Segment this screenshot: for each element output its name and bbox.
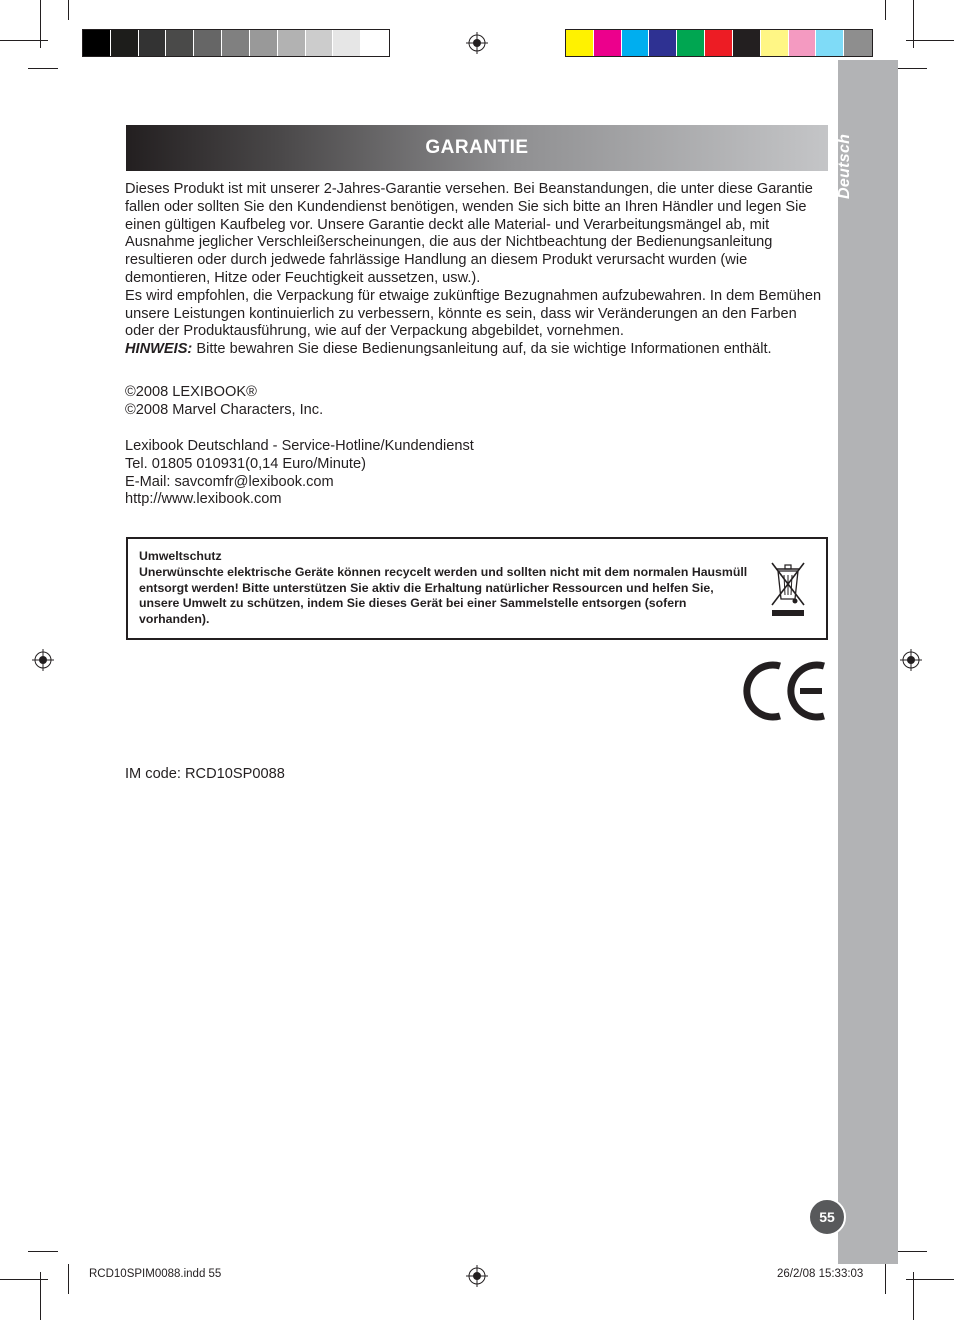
color-swatch: [250, 30, 278, 56]
copyright-block: [125, 384, 323, 420]
registration-mark-icon: [466, 32, 488, 54]
contact-phone: Tel. 01805 010931(0,14 Euro/Minute): [125, 455, 366, 472]
hinweis-text: Bitte bewahren Sie diese Bedienungsanleitung auf, da sie wichtige Informationen enthält.: [192, 341, 772, 358]
language-side-tab: [838, 60, 898, 1264]
registration-mark-icon: [900, 649, 922, 671]
color-swatch: [83, 30, 111, 56]
crop-mark: [68, 0, 69, 20]
environment-notice-text: [139, 549, 751, 628]
color-swatch: [761, 30, 789, 56]
color-swatch: [222, 30, 250, 56]
language-label: Deutsch: [836, 133, 853, 199]
ce-mark-icon: [740, 660, 828, 722]
color-swatch: [649, 30, 677, 56]
color-swatch: [789, 30, 817, 56]
crop-mark: [906, 1279, 954, 1280]
contact-block: [125, 438, 474, 509]
crop-mark: [28, 1251, 58, 1252]
color-swatch: [278, 30, 306, 56]
color-swatch: [194, 30, 222, 56]
color-swatch: [677, 30, 705, 56]
footer-datetime: 26/2/08 15:33:03: [777, 1268, 864, 1280]
contact-company: Lexibook Deutschland - Service-Hotline/Kundendienst: [125, 438, 474, 454]
copyright-line: ©2008 LEXIBOOK®: [125, 384, 257, 400]
color-swatch: [306, 30, 334, 56]
crop-mark: [897, 68, 927, 69]
environment-notice-box: [126, 537, 828, 640]
color-swatch: [139, 30, 167, 56]
color-swatch: [594, 30, 622, 56]
color-swatch: [733, 30, 761, 56]
copyright-line: ©2008 Marvel Characters, Inc.: [125, 401, 324, 418]
warranty-text: [125, 181, 825, 359]
hinweis-label: HINWEIS:: [125, 341, 193, 358]
crop-mark: [906, 40, 954, 41]
registration-mark-icon: [466, 1265, 488, 1287]
color-swatch: [166, 30, 194, 56]
color-swatch: [622, 30, 650, 56]
crop-mark: [885, 0, 886, 20]
color-swatch: [566, 30, 594, 56]
color-swatch: [333, 30, 361, 56]
crop-mark: [28, 68, 58, 69]
crop-mark: [0, 40, 48, 41]
contact-email: E-Mail: savcomfr@lexibook.com: [125, 473, 334, 490]
footer-file-name: RCD10SPIM0088.indd 55: [89, 1268, 222, 1280]
section-title: GARANTIE: [425, 137, 529, 158]
im-code: IM code: RCD10SP0088: [125, 766, 285, 782]
registration-mark-icon: [32, 649, 54, 671]
color-swatch: [844, 30, 872, 56]
color-swatch: [705, 30, 733, 56]
environment-notice-body: Unerwünschte elektrische Geräte können recycelt werden und sollten nicht mit dem normalen Hausmüll entsorgt werden! Bitte unterstützen Sie aktiv die Erhaltung natürlicher Ressourcen und helfen Sie, unsere Umwelt zu schützen, indem Sie dieses Gerät bei einer Sammelstelle entsorgen (sofern vorhanden).: [139, 564, 748, 627]
packaging-paragraph: Es wird empfohlen, die Verpackung für etwaige zukünftige Bezugnahmen aufzubewahren. In dem Bemühen unsere Leistungen kontinuierlich zu verbessern, könnte es sein, dass wir Veränderungen an den Farben oder der Produktausführung, wie auf der Verpackung abgebildet, vornehmen.: [125, 287, 822, 340]
crossed-out-wheelie-bin-icon: [768, 557, 808, 619]
section-banner: [126, 125, 828, 171]
crop-mark: [68, 1264, 69, 1294]
warranty-paragraph: Dieses Produkt ist mit unserer 2-Jahres-Garantie versehen. Bei Beanstandungen, die unter diese Garantie fallen oder sollten Sie den Kundendienst benötigen, wenden Sie sich bitte an Ihren Händler und legen Sie einen gültigen Kaufbeleg vor. Unsere Garantie deckt alle Material- und Verarbeitungsmängel ab, mit Ausnahme jeglicher Verschleißerscheinungen, die aus der Nichtbeachtung der Bedienungsanleitung resultieren oder durch jedwede fahrlässige Handlung an diesem Produkt verursacht wurden (wie demontieren, Hitze oder Feuchtigkeit aussetzen, usw.).: [125, 181, 813, 286]
crop-mark: [885, 1264, 886, 1294]
color-swatch: [111, 30, 139, 56]
page-number: 55: [808, 1198, 846, 1236]
crop-mark: [897, 1251, 927, 1252]
grayscale-color-bar: [82, 29, 390, 57]
environment-notice-title: Umweltschutz: [139, 549, 222, 563]
crop-mark: [0, 1279, 48, 1280]
hinweis-paragraph: [125, 341, 825, 359]
cmyk-color-bar: [565, 29, 873, 57]
color-swatch: [816, 30, 844, 56]
contact-website: http://www.lexibook.com: [125, 491, 282, 508]
color-swatch: [361, 30, 389, 56]
